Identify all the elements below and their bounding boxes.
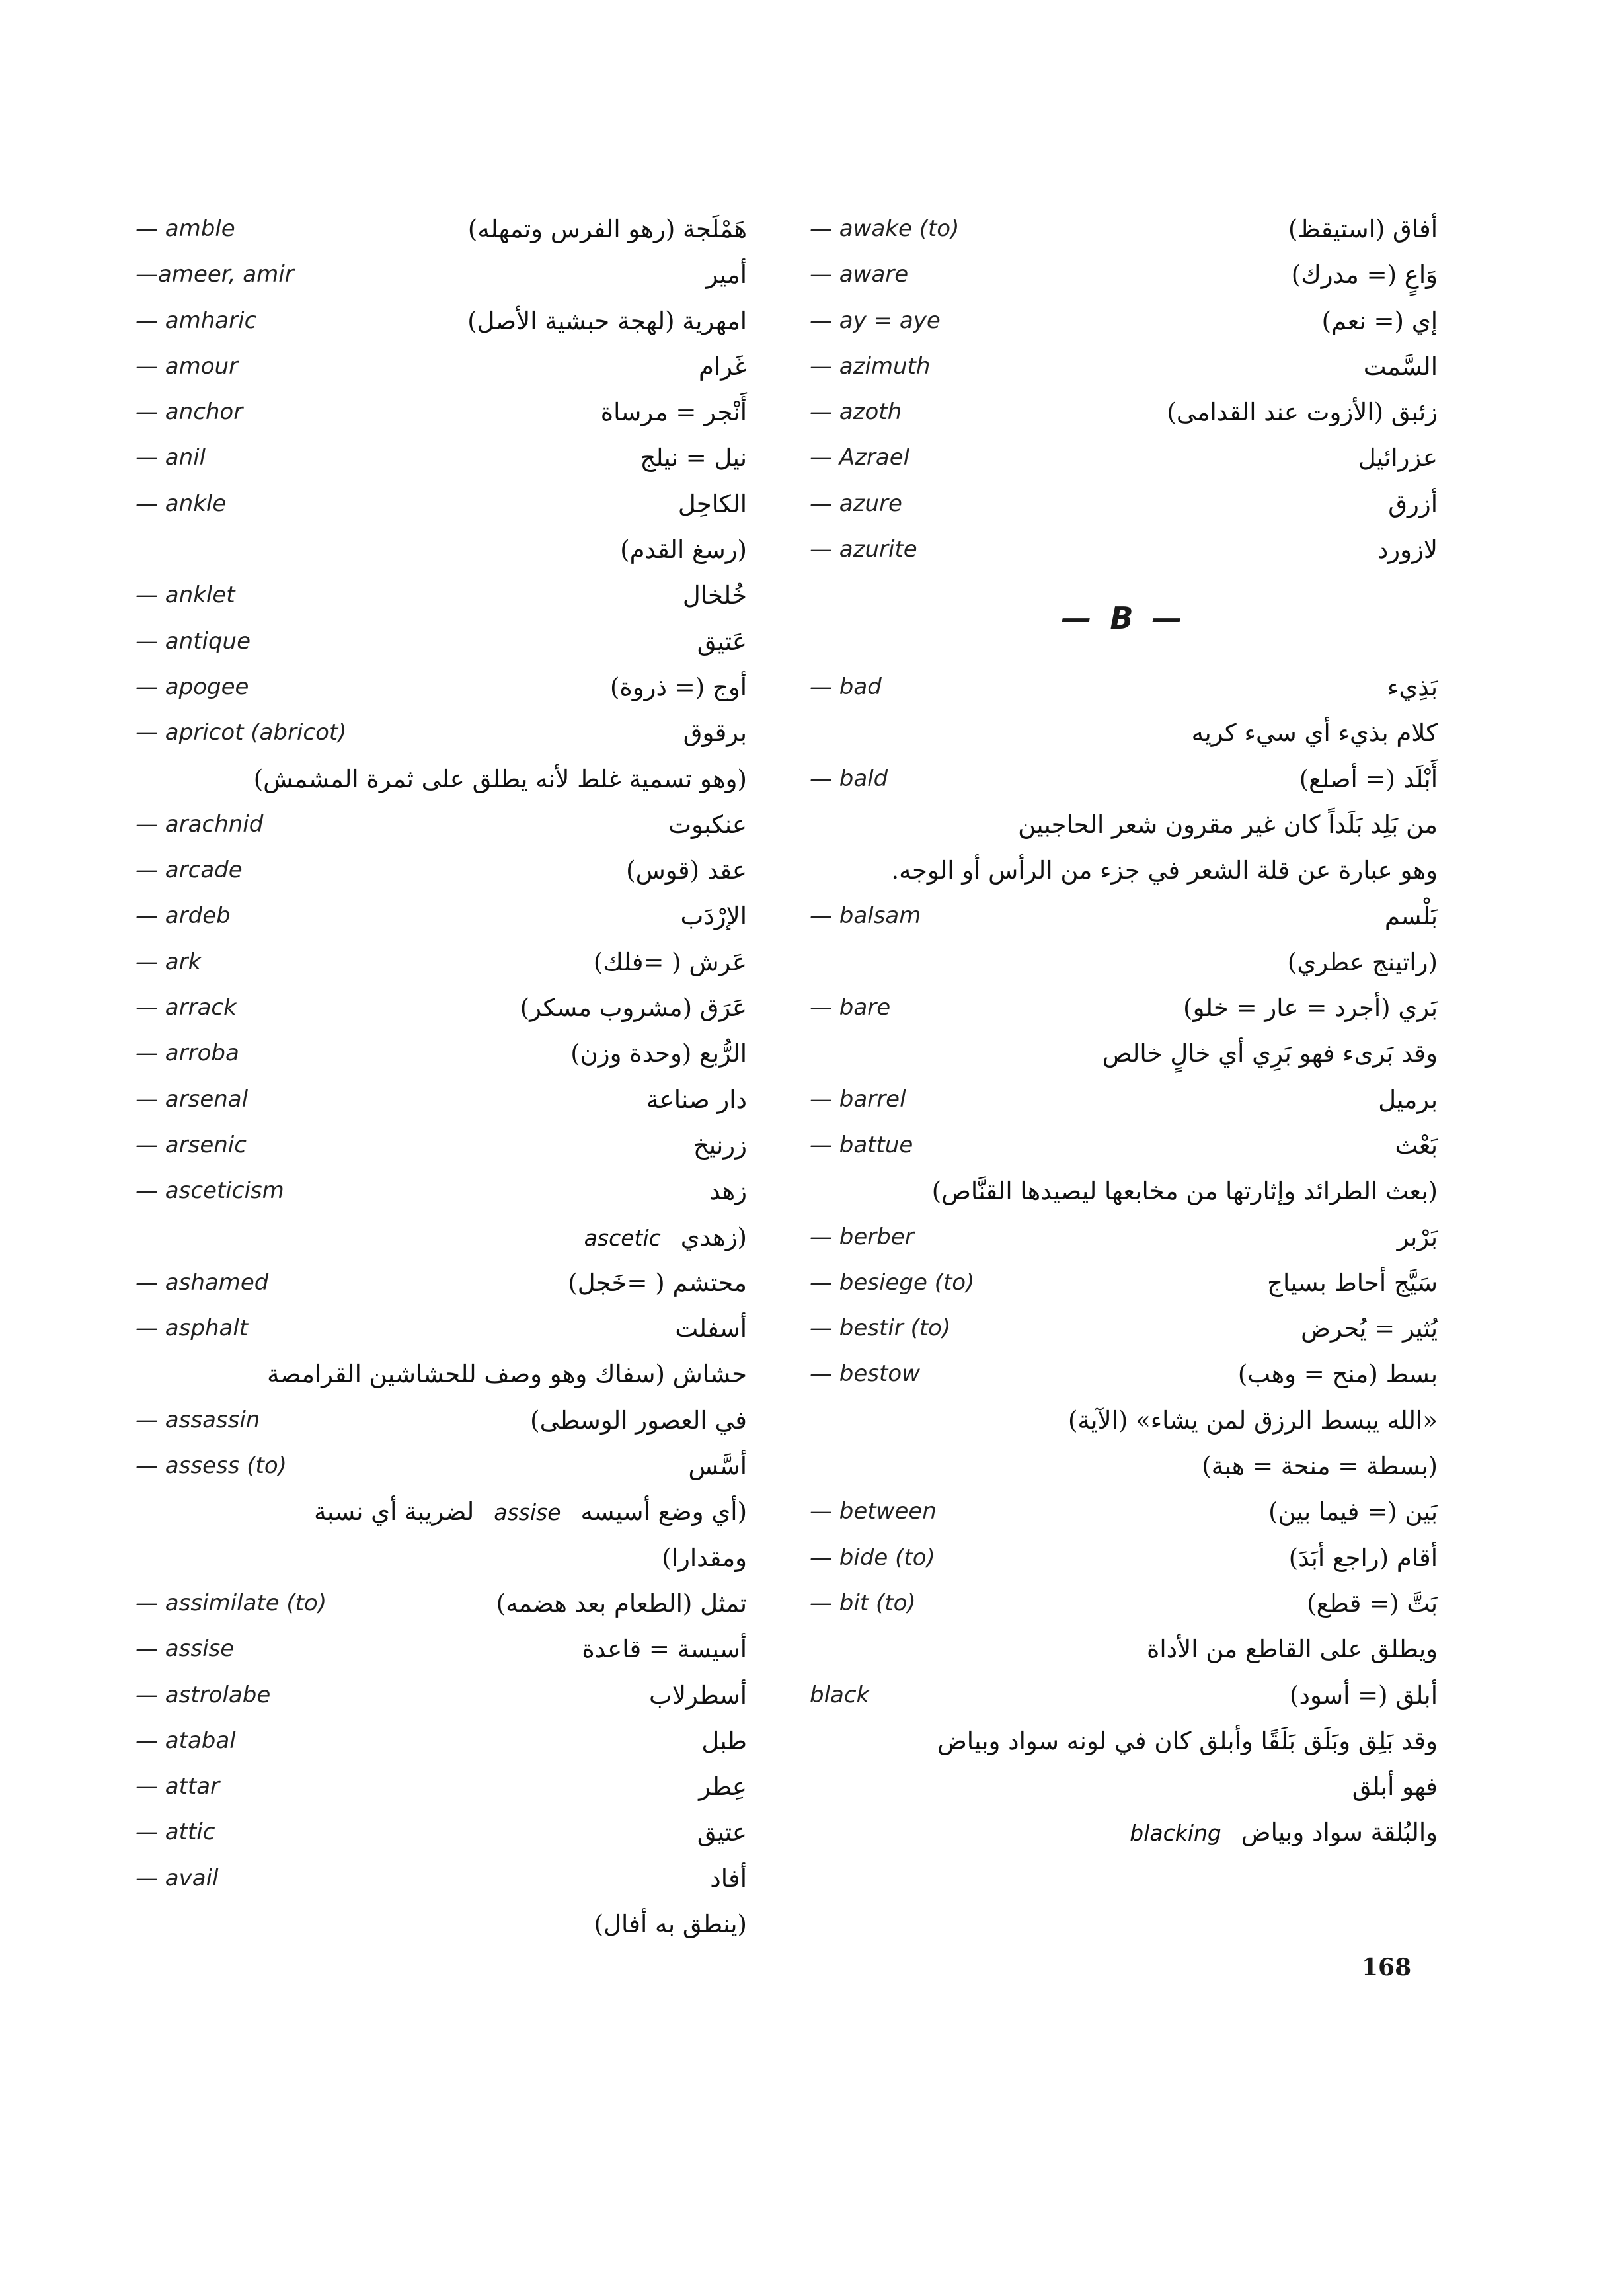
dictionary-entry [135,1260,747,1306]
arabic-definition [1395,1123,1438,1168]
right-column-b-entries [810,664,1438,1856]
arabic-text: بَري (أجرد = عار = خلو) [1183,994,1438,1023]
english-term: — ark [135,948,202,975]
dictionary-entry [135,298,747,344]
arabic-text: بَذِيء [1387,672,1438,701]
arabic-text: أفاد [710,1864,747,1893]
dictionary-entry [810,1077,1438,1123]
english-term: — assise [135,1636,235,1663]
arabic-definition [1192,710,1438,756]
dictionary-entry [810,344,1438,389]
english-term: — asphalt [135,1315,249,1342]
dictionary-entry [810,848,1438,893]
arabic-text: سَيَّج أحاط بسياج [1267,1268,1438,1297]
dictionary-entry [810,710,1438,756]
english-term: — arroba [135,1040,239,1067]
english-term: black [810,1681,870,1708]
dictionary-entry [135,939,747,985]
dictionary-entry [135,1673,747,1718]
dictionary-entry [135,1306,747,1351]
arabic-definition [1301,1306,1438,1351]
dictionary-entry [810,664,1438,710]
dictionary-entry [135,1031,747,1076]
english-term: — between [810,1498,937,1525]
arabic-text: عَتيق [697,627,747,656]
dictionary-entry [135,756,747,802]
arabic-definition [1364,344,1438,389]
dictionary-entry [135,802,747,848]
english-term: — asceticism [135,1177,284,1205]
page-number: 168 [1362,1954,1412,1981]
dictionary-entry [135,893,747,939]
english-term: — azimuth [810,352,931,379]
arabic-definition [1299,756,1438,802]
english-term: — atabal [135,1727,236,1754]
dictionary-entry [135,206,747,252]
arabic-text: وهو عبارة عن قلة الشعر في جزء من الرأس أو الوجه. [891,856,1438,885]
arabic-text: أزرق [1388,489,1438,518]
dictionary-entry [810,435,1438,481]
arabic-definition [646,1077,747,1123]
english-term: — attic [135,1819,215,1846]
arabic-text: أَبْلَد (= أصلع) [1299,764,1438,793]
arabic-text: وقد بَلِق وبَلَق بَلَقًا وأبلق كان في لونه سواد وبياض [937,1726,1438,1755]
english-term: — assassin [135,1406,260,1433]
english-term: — apricot (abricot) [135,719,347,746]
arabic-definition [678,481,747,527]
english-term: — antique [135,627,251,654]
arabic-text: لازورد [1377,535,1438,565]
arabic-text: (رسغ القدم) [620,535,747,565]
dictionary-entry [810,1123,1438,1168]
arabic-text: أوج (= ذروة) [609,672,747,701]
dictionary-entry [810,939,1438,985]
arabic-text: يُثير = يُحرض [1301,1314,1438,1343]
arabic-definition [1352,1764,1438,1809]
arabic-text: ومقدارا) [662,1543,747,1572]
english-term: — besiege (to) [810,1269,975,1296]
arabic-text: كلام بذيء أي سيء كريه [1191,719,1438,748]
arabic-definition [662,1535,747,1581]
arabic-definition [1387,664,1438,710]
arabic-definition [1068,1398,1438,1443]
arabic-definition [1268,1489,1438,1534]
english-term: — azurite [810,536,917,563]
arabic-definition [594,939,747,985]
dictionary-entry [135,344,747,389]
english-term: — arcade [135,857,243,884]
english-term: — azure [810,490,902,517]
dictionary-entry [135,435,747,481]
arabic-definition [699,344,747,389]
arabic-text: السَّمت [1363,352,1438,381]
dictionary-entry [135,252,747,297]
arabic-definition [1102,1031,1438,1076]
dictionary-entry [135,573,747,618]
arabic-text: إي (= نعم) [1321,306,1438,335]
arabic-text: (أي وضع أسيسه [580,1497,747,1526]
arabic-definition [530,1398,747,1443]
english-term: — arrack [135,994,237,1021]
arabic-text: امهرية (لهجة حبشية الأصل) [467,306,747,335]
arabic-text: والبُلقة سواد وبياض [1241,1818,1438,1847]
english-term: — apogee [135,673,249,700]
english-term: — arsenic [135,1131,247,1158]
english-term: — barrel [810,1086,906,1113]
english-term: — balsam [810,902,921,930]
dictionary-entry [810,481,1438,527]
arabic-definition [693,1123,747,1168]
english-term: — aware [810,261,909,288]
dictionary-entry [135,527,747,573]
arabic-definition [697,1809,747,1855]
arabic-text: ويطلق على القاطع من الأداة [1146,1635,1438,1664]
english-term: — bestir (to) [810,1315,951,1342]
english-term: — anchor [135,399,243,426]
inline-english-term: blacking [1130,1820,1221,1846]
english-term: — attar [135,1773,220,1800]
arabic-definition [1385,893,1438,939]
english-term: —ameer, amir [135,261,294,288]
dictionary-entry [810,893,1438,939]
arabic-definition [1307,1581,1438,1626]
arabic-definition [135,1351,747,1397]
dictionary-entry [810,1031,1438,1076]
dictionary-entry [135,848,747,893]
dictionary-entry [810,1764,1438,1809]
arabic-text: عِطر [699,1772,747,1801]
arabic-text: برقوق [683,719,747,748]
arabic-text: عقد (قوس) [626,856,747,885]
arabic-text: محتشم ( =خَجل) [568,1268,747,1297]
arabic-text: أَنْجر = مرساة [600,398,747,427]
arabic-text: الكاحِل [677,489,747,518]
english-term: — astrolabe [135,1681,271,1708]
dictionary-entry [810,1306,1438,1351]
arabic-text: فهو أبلق [1352,1772,1438,1801]
dictionary-entry [810,1673,1438,1718]
arabic-definition [810,848,1438,893]
arabic-text: بَين (= فيما بين) [1268,1497,1438,1526]
arabic-text: بسط (منح = وهب) [1237,1360,1438,1389]
dictionary-entry [135,1809,747,1855]
dictionary-entry [810,1718,1438,1764]
arabic-text: أمير [706,260,747,290]
arabic-definition [709,1168,747,1214]
arabic-definition [1358,435,1438,481]
arabic-text: أسَّس [688,1452,747,1481]
dictionary-entry [810,985,1438,1031]
english-term: — ardeb [135,902,231,930]
arabic-text: عزرائيل [1358,444,1438,473]
dictionary-entry [810,1398,1438,1443]
dictionary-entry [135,1901,747,1947]
arabic-definition [467,298,747,344]
arabic-text: نيل = نيلج [640,444,747,473]
arabic-definition [1397,1214,1438,1260]
english-term: — bare [810,994,891,1021]
arabic-definition [626,848,747,893]
arabic-text: بَتَّ (= قطع) [1307,1589,1438,1618]
dictionary-entry [135,1077,747,1123]
dictionary-entry [135,1168,747,1214]
english-term: — amharic [135,307,257,334]
inline-english-term: ascetic [584,1224,661,1251]
arabic-text: (ينطق به أفال) [594,1909,747,1938]
arabic-text: بَلْسم [1384,902,1438,931]
arabic-definition [1267,1260,1438,1306]
arabic-text: عنكبوت [668,810,747,839]
arabic-definition [1289,1535,1438,1581]
arabic-definition [1292,252,1438,297]
english-term: — amble [135,216,235,242]
english-term: — battue [810,1131,913,1158]
arabic-definition [1288,206,1438,252]
arabic-text: خُلخال [682,581,747,610]
dictionary-entry [810,1351,1438,1397]
arabic-definition [1322,298,1438,344]
english-term: — ankle [135,490,227,517]
arabic-text: زرنيخ [693,1130,747,1160]
arabic-text: أقام (راجع أبَدَ) [1288,1543,1438,1572]
dictionary-entry [810,756,1438,802]
english-term: — bestow [810,1361,920,1388]
arabic-text: «الله يبسط الرزق لمن يشاء» (الآية) [1067,1405,1438,1435]
arabic-definition [570,1031,747,1076]
arabic-definition [680,893,747,939]
arabic-definition [701,1718,747,1764]
english-term: — amour [135,352,239,379]
english-term: — bide (to) [810,1544,935,1571]
arabic-definition [568,1260,747,1306]
arabic-text: (زهدي [680,1222,747,1251]
arabic-definition [1167,389,1438,435]
arabic-definition [810,802,1438,848]
arabic-text-continued: لضريبة أي نسبة [314,1497,475,1526]
arabic-text: الإرْدَب [680,902,747,931]
dictionary-entry [810,1626,1438,1672]
dictionary-entry [135,664,747,710]
dictionary-entry [135,1535,747,1581]
arabic-definition [1147,1626,1438,1672]
arabic-definition [135,756,747,802]
arabic-text: دار صناعة [646,1085,747,1114]
arabic-definition [697,619,747,664]
arabic-text: وقد بَرىء فهو بَرِي أي خالٍ خالص [1102,1039,1438,1068]
english-term: — bit (to) [810,1589,916,1616]
arabic-definition [699,1764,747,1809]
arabic-definition [675,1306,747,1351]
dictionary-entry [135,1351,747,1397]
arabic-definition [1377,527,1438,573]
arabic-definition [582,1626,747,1672]
inline-english-term: assise [494,1499,561,1526]
arabic-definition [594,1901,747,1947]
arabic-definition [496,1581,747,1626]
arabic-definition [1290,1673,1438,1718]
dictionary-entry [810,1489,1438,1534]
arabic-text: عَرش ( =فلك) [593,947,747,976]
english-term: — ashamed [135,1269,269,1296]
arabic-definition [649,1673,747,1718]
english-term: — Azrael [810,444,910,471]
arabic-definition [706,252,747,297]
dictionary-entry [810,252,1438,297]
english-term: — assimilate (to) [135,1589,327,1616]
english-term: — ay = aye [810,307,941,334]
arabic-text: (راتينج عطري) [1287,947,1438,976]
arabic-text: غَرام [699,352,747,381]
dictionary-entry [135,1718,747,1764]
arabic-text: (وهو تسمية غلط لأنه يطلق على ثمرة المشمش) [253,764,747,793]
dictionary-entry [135,1398,747,1443]
english-term: — avail [135,1864,219,1891]
arabic-definition [1238,1351,1438,1397]
arabic-text: في العصور الوسطى) [530,1405,747,1435]
english-term: — berber [810,1223,914,1250]
dictionary-entry [810,527,1438,573]
dictionary-entry [810,389,1438,435]
dictionary-entry [810,206,1438,252]
dictionary-entry [810,1168,1438,1214]
dictionary-entry [810,802,1438,848]
dictionary-entry [810,1535,1438,1581]
arabic-definition [689,1443,747,1489]
dictionary-entry [135,1626,747,1672]
section-heading: — B — [1061,600,1186,637]
right-column-a-entries [810,206,1438,573]
left-column [135,206,747,1947]
arabic-definition [564,1214,747,1261]
arabic-text: طبل [701,1726,747,1755]
arabic-definition [810,1718,1438,1764]
english-term: — bad [810,673,882,700]
arabic-text: أبلق (= أسود) [1290,1681,1438,1710]
dictionary-entry [135,710,747,756]
arabic-text: بَرْبر [1397,1222,1438,1251]
arabic-text: عَرَق (مشروب مسكر) [520,994,747,1023]
arabic-definition [683,710,747,756]
arabic-definition [683,573,747,618]
arabic-definition [1183,985,1438,1031]
arabic-definition [640,435,747,481]
arabic-definition [135,1489,747,1535]
dictionary-entry [135,1443,747,1489]
dictionary-entry [135,1123,747,1168]
dictionary-entry [810,1260,1438,1306]
arabic-text: وَاعٍ (= مدرك) [1291,260,1438,290]
english-term: — bald [810,765,888,792]
dictionary-entry [810,298,1438,344]
dictionary-entry [135,1214,747,1260]
dictionary-entry [810,1809,1438,1855]
arabic-text: تمثل (الطعام بعد هضمه) [496,1589,747,1618]
arabic-text: أسيسة = قاعدة [582,1635,747,1664]
arabic-definition [1378,1077,1438,1123]
arabic-definition [668,802,747,848]
english-term: — anil [135,444,206,471]
arabic-definition [710,1856,747,1901]
arabic-text: برميل [1378,1085,1438,1114]
arabic-text: أسفلت [675,1314,747,1343]
english-term: — arsenal [135,1086,249,1113]
dictionary-entry [135,1764,747,1809]
dictionary-entry [810,1443,1438,1489]
english-term: — assess (to) [135,1452,287,1480]
arabic-text: بَعْث [1395,1130,1438,1160]
arabic-text: زئبق (الأزوت عند القدامى) [1167,398,1438,427]
arabic-definition [468,206,747,252]
dictionary-entry [135,389,747,435]
dictionary-entry [810,1214,1438,1260]
dictionary-entry [135,619,747,664]
arabic-definition [1202,1443,1438,1489]
right-column [810,206,1438,1856]
arabic-definition [610,664,747,710]
arabic-text: أفاق (استيقظ) [1288,215,1438,243]
dictionary-entry [135,1489,747,1534]
dictionary-entry [135,1581,747,1626]
dictionary-entry [135,1856,747,1901]
arabic-text: عتيق [697,1818,747,1847]
arabic-text: هَمْلَجة (رهو الفرس وتمهله) [467,215,747,243]
arabic-definition [601,389,747,435]
arabic-text: من بَلِد بَلَداً كان غير مقرون شعر الحاجبين [1018,810,1438,839]
arabic-text: (بسطة = منحة = هبة) [1202,1452,1438,1481]
arabic-text: زهد [709,1177,747,1206]
arabic-definition [810,1168,1438,1214]
arabic-text: حشاش (سفاك وهو وصف للحشاشين القرامصة [267,1360,747,1389]
dictionary-entry [135,481,747,527]
english-term: — awake (to) [810,216,960,242]
arabic-definition [520,985,747,1031]
arabic-text: (بعث الطرائد وإثارتها من مخابعها ليصيدها القنَّاص) [931,1177,1438,1206]
arabic-definition [1288,939,1438,985]
arabic-definition [620,527,747,573]
arabic-definition [1388,481,1438,527]
arabic-text: أسطرلاب [649,1681,747,1710]
english-term: — anklet [135,582,235,609]
english-term: — azoth [810,399,902,426]
dictionary-entry [810,1581,1438,1626]
arabic-text: الرُّبع (وحدة وزن) [570,1039,747,1068]
dictionary-entry [135,985,747,1031]
arabic-definition [1110,1809,1438,1856]
english-term: — arachnid [135,811,264,838]
